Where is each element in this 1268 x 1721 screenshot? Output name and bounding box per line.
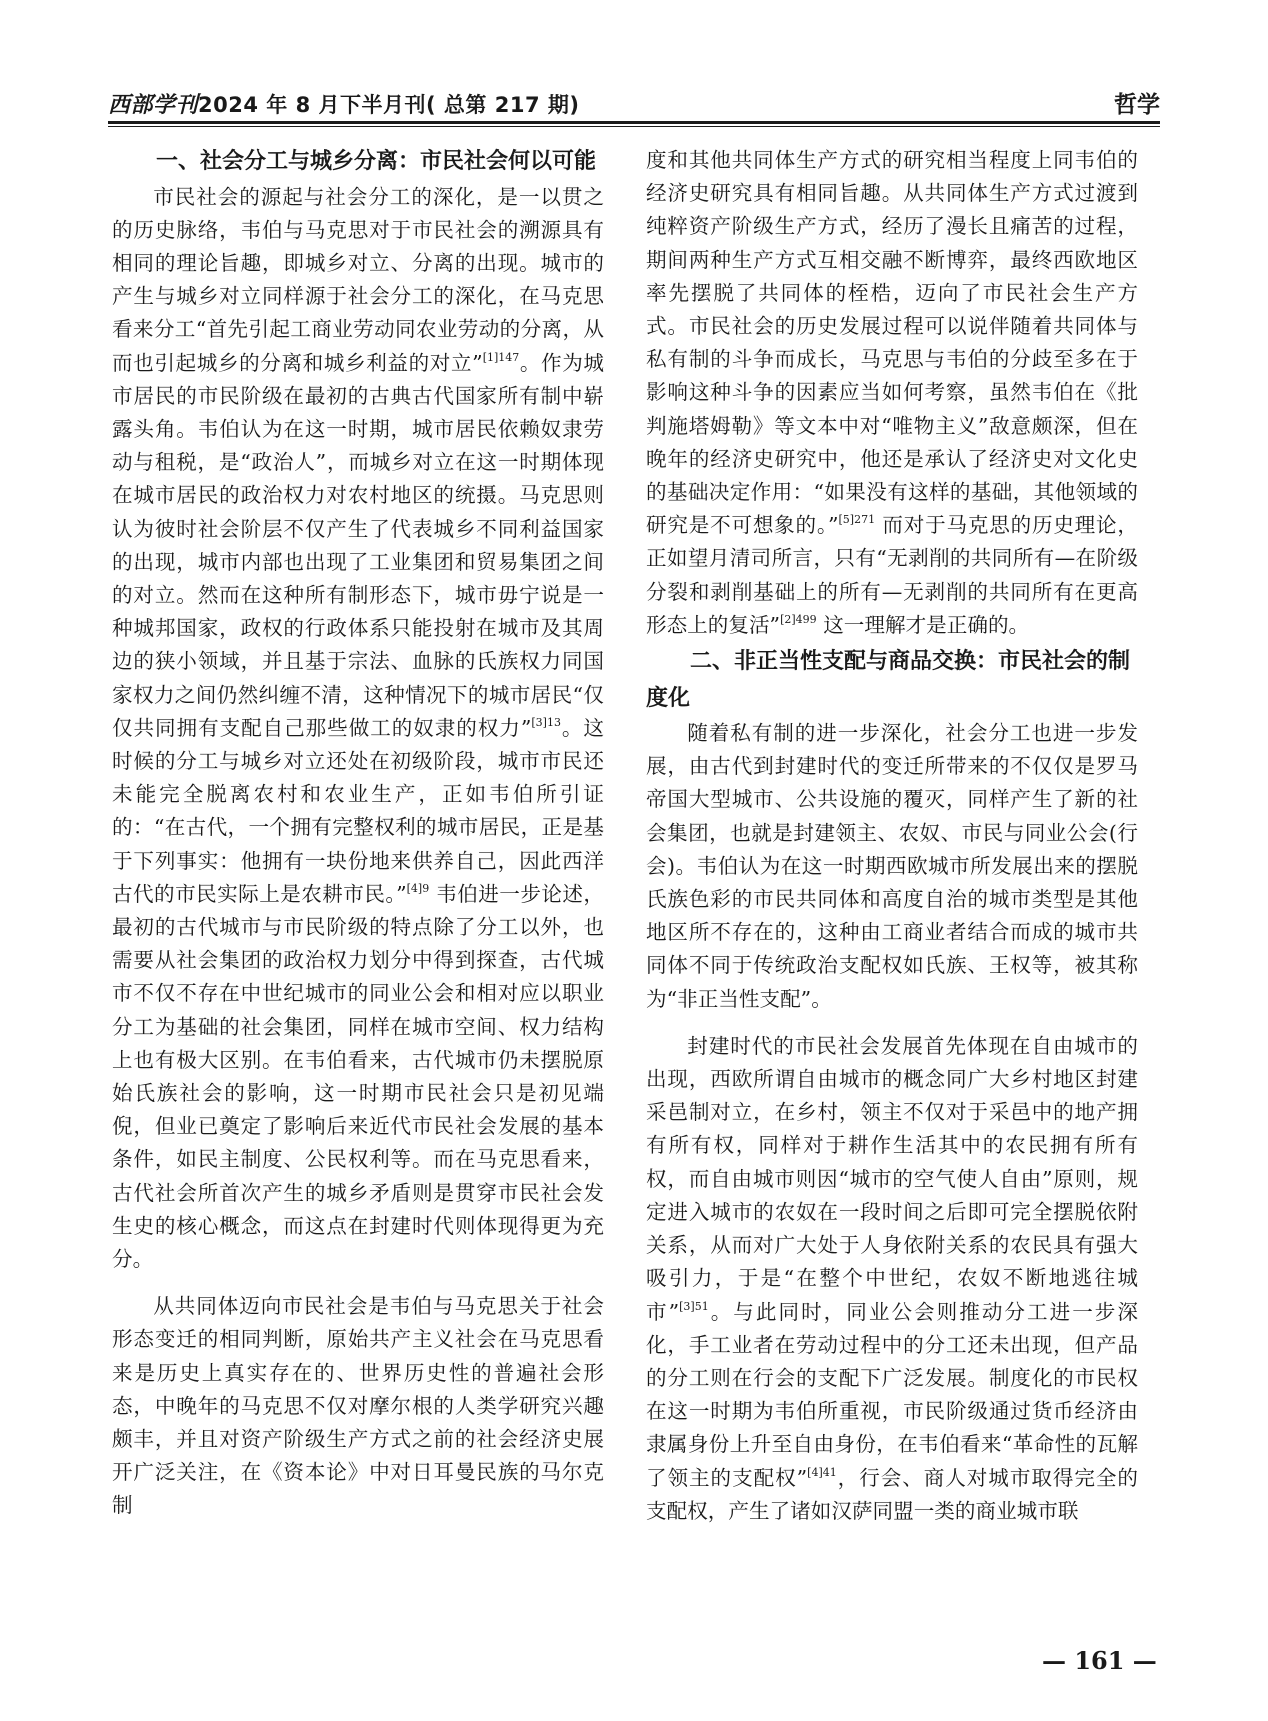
citation: [4]9 (406, 881, 430, 895)
citation: [2]499 (780, 612, 817, 626)
section-heading-2: 二、非正当性支配与商品交换：市民社会的制度化 (646, 649, 1131, 711)
right-column (646, 144, 1138, 1528)
paragraph-4: 封建时代的市民社会发展首先体现在自由城市的出现，西欧所谓自由城市的概念同广大乡村地区封建采邑制对立，在乡村，领主不仅对于采邑中的地产拥有所有权，同样对于耕作生活其中的农民拥有所有权，而自由城市则因“城市的空气使人自由”原则，规定进入城市的农奴在一段时间之后即可完全摆脱依附关系，从而对广大处于人身依附关系的农民具有强大吸引力，于是“在整个中世纪，农奴不断地逃往城市”$^{[3]51}$。与此同时，同业公会则推动分工进一步深化，手工业者在劳动过程中的分工还未出现，但产品的分工则在行会的支配下广泛发展。制度化的市民权在这一时期为韦伯所重视，市民阶级通过货币经济由隶属身份上升至自由身份，在韦伯看来“革命性的瓦解了领主的支配权”$^{[4]41}$，行会、商人对城市取得完全的支配权，产生了诸如汉萨同盟一类的商业城市联 (646, 1033, 1138, 1523)
paragraph-2-continued: 度和其他共同体生产方式的研究相当程度上同韦伯的经济史研究具有相同旨趣。从共同体生产方式过渡到纯粹资产阶级生产方式，经历了漫长且痛苦的过程，期间两种生产方式互相交融不断博弈，最终西欧地区率先摆脱了共同体的桎梏，迈向了市民社会生产方式。市民社会的历史发展过程可以说伴随着共同体与私有制的斗争而成长，马克思与韦伯的分歧至多在于影响这种斗争的因素应当如何考察，虽然韦伯在《批判施塔姆勒》等文本中对“唯物主义”敌意颇深，但在晚年的经济史研究中，他还是承认了经济史对文化史的基础决定作用：“如果没有这样的基础，其他领域的研究是不可想象的。”$^{[5]271}$ 而对于马克思的历史理论，正如望月清司所言，只有“无剥削的共同所有—在阶级分裂和剥削基础上的所有—无剥削的共同所有在更高形态上的复活”$^{[2]499}$ 这一理解才是正确的。 (646, 148, 1139, 637)
paragraph-3: 随着私有制的进一步深化，社会分工也进一步发展，由古代到封建时代的变迁所带来的不仅仅是罗马帝国大型城市、公共设施的覆灭，同样产生了新的社会集团，也就是封建领主、农奴、市民与同业公会(行会)。韦伯认为在这一时期西欧城市所发展出来的摆脱氏族色彩的市民共同体和高度自治的城市类型是其他地区所不存在的，这种由工商业者结合而成的城市共同体不同于传统政治支配权如氏族、王权等，被其称为“非正当性支配”。 (646, 721, 1138, 1011)
issue-info: 2024 年 8 月下半月刊( 总第 217 期) (198, 93, 580, 117)
page-number: — 161 — (1042, 1646, 1157, 1675)
paragraph-1: 市民社会的源起与社会分工的深化，是一以贯之的历史脉络，韦伯与马克思对于市民社会的溯源具有相同的理论旨趣，即城乡对立、分离的出现。城市的产生与城乡对立同样源于社会分工的深化，在马克思看来分工“首先引起工商业劳动同农业劳动的分离，从而也引起城乡的分离和城乡利益的对立”$^{[1]147}$。作为城市居民的市民阶级在最初的古典古代国家所有制中崭露头角。韦伯认为在这一时期，城市居民依赖奴隶劳动与租税，是“政治人”，而城乡对立在这一时期体现在城市居民的政治权力对农村地区的统摄。马克思则认为彼时社会阶层不仅产生了代表城乡不同利益国家的出现，城市内部也出现了工业集团和贸易集团之间的对立。然而在这种所有制形态下，城市毋宁说是一种城邦国家，政权的行政体系只能投射在城市及其周边的狭小领域，并且基于宗法、血脉的氏族权力同国家权力之间仍然纠缠不清，这种情况下的城市居民“仅仅共同拥有支配自己那些做工的奴隶的权力”$^{[3]13}$。这时候的分工与城乡对立还处在初级阶段，城市市民还未能完全脱离农村和农业生产，正如韦伯所引证的：“在古代，一个拥有完整权利的城市居民，正是基于下列事实：他拥有一块份地来供养自己，因此西洋古代的市民实际上是农耕市民。”$^{[4]9}$ 韦伯进一步论述，最初的古代城市与市民阶级的特点除了分工以外，也需要从社会集团的政治权力划分中得到探查，古代城市不仅不存在中世纪城市的同业公会和相对应以职业分工为基础的社会集团，同样在城市空间、权力结构上也有极大区别。在韦伯看来，古代城市仍未摆脱原始氏族社会的影响，这一时期市民社会只是初见端倪，但业已奠定了影响后来近代市民社会发展的基本条件，如民主制度、公民权利等。而在马克思看来，古代社会所首次产生的城乡矛盾则是贯穿市民社会发生史的核心概念，而这点在封建时代则体现得更为充分。 (112, 184, 605, 1271)
citation: [3]13 (531, 715, 561, 729)
paragraph-2: 从共同体迈向市民社会是韦伯与马克思关于社会形态变迁的相同判断，原始共产主义社会在马克思看来是历史上真实存在的、世界历史性的普遍社会形态，中晚年的马克思不仅对摩尔根的人类学研究兴趣颇丰，并且对资产阶级生产方式之前的社会经济史展开广泛关注，在《资本论》中对日耳曼民族的马尔克制 (112, 1294, 604, 1518)
running-header (108, 84, 1160, 120)
journal-info (108, 88, 579, 119)
citation: [4]41 (807, 1465, 837, 1479)
journal-logo: 西部学刊 (108, 92, 199, 118)
citation: [5]271 (838, 513, 876, 527)
header-rule-thin (108, 126, 1160, 127)
citation: [1]147 (482, 350, 520, 364)
section-tag: 哲学 (1114, 92, 1160, 118)
left-column (112, 144, 604, 1523)
header-rule-thick (108, 121, 1160, 124)
section-heading-1: 一、社会分工与城乡分离：市民社会何以可能 (156, 149, 597, 174)
citation: [3]51 (679, 1299, 709, 1313)
